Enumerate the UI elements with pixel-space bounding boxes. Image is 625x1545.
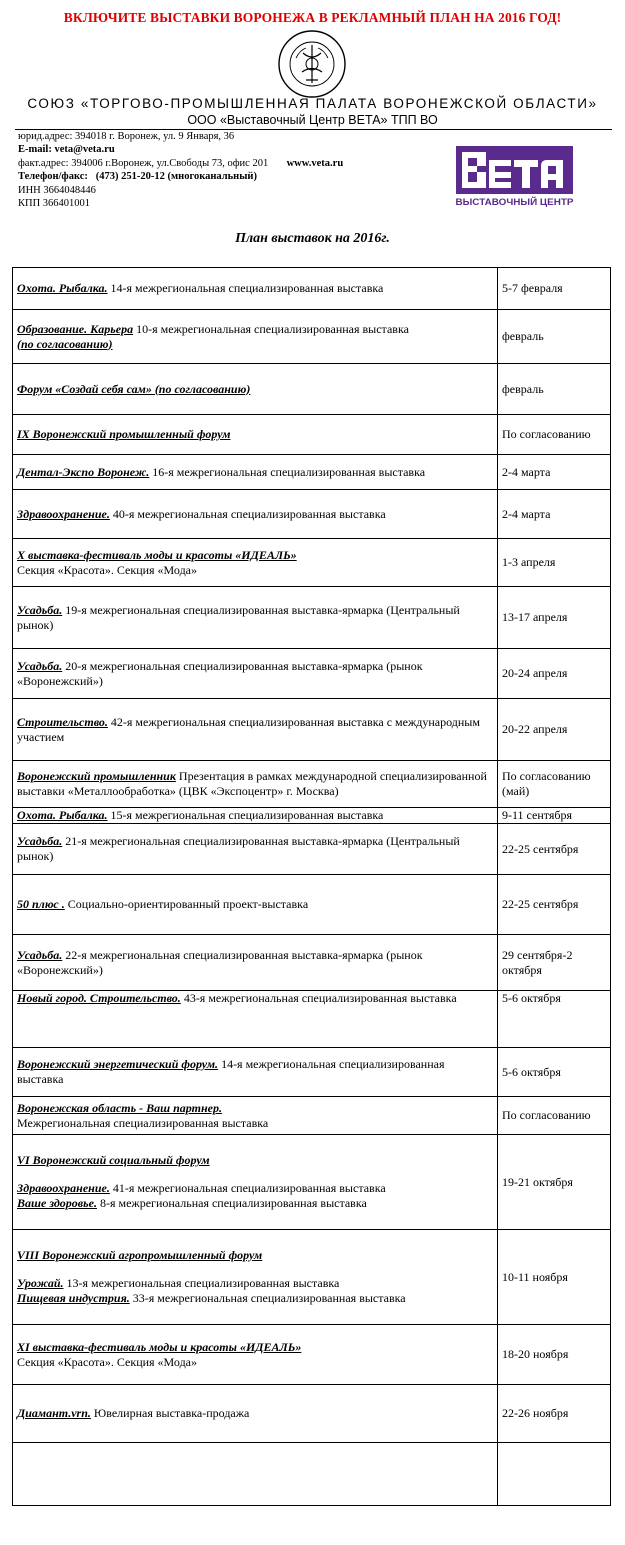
event-name: Охота. Рыбалка. — [17, 281, 108, 295]
table-row — [13, 761, 611, 808]
event-date: 9-11 сентября — [498, 808, 611, 824]
event-date: 20-22 апреля — [498, 699, 611, 761]
phone-line — [18, 170, 438, 183]
sub-event-line — [17, 337, 493, 352]
event-date: февраль — [498, 364, 611, 415]
sub-event-description: Секция «Красота». Секция «Мода» — [17, 562, 198, 577]
event-description: Социально-ориентированный проект-выставка — [64, 897, 309, 911]
table-row — [13, 587, 611, 649]
org-name: СОЮЗ «ТОРГОВО-ПРОМЫШЛЕННАЯ ПАЛАТА ВОРОНЕЖСКОЙ ОБЛАСТИ» — [27, 96, 598, 111]
event-cell — [13, 1048, 498, 1097]
event-cell — [13, 824, 498, 875]
event-cell — [13, 935, 498, 991]
event-cell — [13, 1135, 498, 1230]
event-date: 10-11 ноября — [498, 1230, 611, 1325]
kpp-number: КПП 366401001 — [18, 198, 91, 210]
chamber-seal-icon — [276, 28, 348, 100]
event-cell — [13, 699, 498, 761]
phone-number: (473) 251-20-12 (многоканальный) — [95, 171, 257, 183]
sub-event-line — [17, 1355, 493, 1370]
event-name: Усадьба. — [17, 947, 63, 962]
event-date — [498, 1443, 611, 1506]
sub-event-line — [17, 563, 493, 578]
spacer — [17, 1168, 493, 1181]
event-date: 19-21 октября — [498, 1135, 611, 1230]
fact-address: факт.адрес: 394006 г.Воронеж, ул.Свободы 73, офис 201 — [18, 157, 269, 169]
legal-address: юрид.адрес: 394018 г. Воронеж, ул. 9 Января, 36 — [18, 131, 235, 142]
event-name: X выставка-фестиваль моды и красоты «ИДЕАЛЬ» — [17, 547, 297, 562]
sub-event-name: Урожай. — [17, 1276, 64, 1290]
event-date: 20-24 апреля — [498, 649, 611, 699]
contacts-block — [18, 130, 438, 210]
event-description: 10-я межрегиональная специализированная выставка — [133, 321, 409, 336]
event-date: 2-4 марта — [498, 490, 611, 539]
table-row — [13, 490, 611, 539]
email-line — [18, 143, 438, 156]
table-row — [13, 1230, 611, 1325]
event-cell — [13, 761, 498, 808]
event-name: Воронежский промышленник — [17, 769, 176, 783]
sub-event-description: 33-я межрегиональная специализированная выставка — [129, 1291, 406, 1305]
event-description: Ювелирная выставка-продажа — [90, 1406, 250, 1420]
logo-caption: ВЫСТАВОЧНЫЙ ЦЕНТР — [455, 197, 569, 208]
table-row — [13, 935, 611, 991]
event-description: 21-я межрегиональная специализированная выставка-ярмарка (Центральный рынок) — [17, 834, 460, 863]
event-description: 19-я межрегиональная специализированная выставка-ярмарка (Центральный рынок) — [17, 602, 460, 632]
event-date: февраль — [498, 310, 611, 364]
table-row — [13, 649, 611, 699]
sub-event-line — [17, 1196, 493, 1211]
table-row — [13, 1097, 611, 1135]
event-date: 2-4 марта — [498, 455, 611, 490]
sub-event-description: Межрегиональная специализированная выставка — [17, 1115, 269, 1130]
sub-event-line — [17, 1291, 493, 1306]
veta-logo-icon — [452, 146, 577, 208]
exhibition-plan-table — [12, 267, 611, 1506]
sub-event-name: (по согласованию) — [17, 336, 113, 351]
table-row — [13, 415, 611, 455]
event-name: Новый город. Строительство. — [17, 991, 181, 1005]
table-row — [13, 1048, 611, 1097]
event-cell — [13, 415, 498, 455]
event-description: 40-я межрегиональная специализированная выставка — [109, 506, 386, 521]
event-name: XI выставка-фестиваль моды и красоты «ИДЕАЛЬ» — [17, 1339, 302, 1354]
event-name: Строительство. — [17, 714, 108, 729]
event-cell — [13, 875, 498, 935]
event-cell — [13, 539, 498, 587]
event-description: 22-я межрегиональная специализированная выставка-ярмарка (рынок «Воронежский») — [17, 947, 423, 977]
event-cell — [13, 268, 498, 310]
event-cell — [13, 649, 498, 699]
sub-event-description: 13-я межрегиональная специализированная выставка — [63, 1276, 340, 1290]
event-date: 13-17 апреля — [498, 587, 611, 649]
event-date: 18-20 ноября — [498, 1325, 611, 1385]
promo-banner: ВКЛЮЧИТЕ ВЫСТАВКИ ВОРОНЕЖА В РЕКЛАМНЫЙ ПЛАН НА 2016 ГОД! — [63, 10, 562, 25]
event-name: VI Воронежский социальный форум — [17, 1153, 210, 1167]
table-row — [13, 310, 611, 364]
event-cell — [13, 587, 498, 649]
event-date: 29 сентября-2 октября — [498, 935, 611, 991]
event-cell — [13, 808, 498, 824]
table-row — [13, 268, 611, 310]
event-cell — [13, 1325, 498, 1385]
website-link[interactable]: www.veta.ru — [286, 157, 344, 169]
event-date: 22-25 сентября — [498, 824, 611, 875]
event-description: 14-я межрегиональная специализированная выставка — [17, 1057, 445, 1086]
event-name: 50 плюс . — [17, 897, 65, 911]
table-row — [13, 991, 611, 1048]
event-date: По согласованию (май) — [498, 761, 611, 808]
event-date: 22-25 сентября — [498, 875, 611, 935]
event-cell — [13, 490, 498, 539]
sub-event-description: Секция «Красота». Секция «Мода» — [17, 1354, 198, 1369]
event-date: 5-6 октября — [498, 1048, 611, 1097]
event-name: Здравоохранение. — [17, 506, 110, 521]
event-description: 43-я межрегиональная специализированная выставка — [180, 991, 457, 1005]
table-row — [13, 808, 611, 824]
table-row — [13, 455, 611, 490]
table-row — [13, 1385, 611, 1443]
table-row — [13, 875, 611, 935]
inn-number: ИНН 3664048446 — [18, 184, 96, 196]
event-description: 15-я межрегиональная специализированная выставка — [107, 808, 384, 822]
sub-event-line — [17, 1181, 493, 1196]
event-cell — [13, 1097, 498, 1135]
event-description: Презентация в рамках международной специализированной выставки «Металлообработка» (ЦВК «Экспоцентр» г. Москва) — [17, 769, 487, 798]
event-name: Дентал-Экспо Воронеж. — [17, 464, 150, 479]
event-cell — [13, 310, 498, 364]
event-description: 42-я межрегиональная специализированная выставка с международным участием — [17, 714, 480, 744]
event-cell — [13, 991, 498, 1048]
event-description: 14-я межрегиональная специализированная выставка — [107, 281, 384, 295]
event-name: Диамант.vrn. — [17, 1406, 91, 1420]
table-row — [13, 699, 611, 761]
event-name: Образование. Карьера — [17, 321, 134, 336]
event-cell — [13, 1385, 498, 1443]
event-cell — [13, 1443, 498, 1506]
sub-event-description: 8-я межрегиональная специализированная выставка — [96, 1196, 367, 1210]
sub-event-line — [17, 1276, 493, 1291]
fact-address-line — [18, 157, 438, 170]
email-label: E-mail: — [18, 144, 52, 156]
event-name: Усадьба. — [17, 602, 63, 617]
event-date: По согласованию — [498, 1097, 611, 1135]
table-row — [13, 364, 611, 415]
sub-event-name: Здравоохранение. — [17, 1181, 110, 1195]
table-row — [13, 1325, 611, 1385]
event-cell — [13, 455, 498, 490]
sub-event-name: Пищевая индустрия. — [17, 1291, 130, 1305]
event-cell — [13, 1230, 498, 1325]
table-row — [13, 539, 611, 587]
table-row — [13, 1443, 611, 1506]
sub-event-line — [17, 1116, 493, 1131]
event-description: 20-я межрегиональная специализированная выставка-ярмарка (рынок «Воронежский») — [17, 658, 423, 688]
sub-event-name: Ваше здоровье. — [17, 1196, 97, 1210]
sub-event-description: 41-я межрегиональная специализированная выставка — [109, 1181, 386, 1195]
event-cell — [13, 364, 498, 415]
table-row — [13, 824, 611, 875]
event-description: 16-я межрегиональная специализированная выставка — [149, 464, 426, 479]
event-name: Воронежский энергетический форум. — [17, 1057, 219, 1071]
sub-org-name: ООО «Выставочный Центр ВЕТА» ТПП ВО — [187, 113, 438, 127]
email-link[interactable]: veta@veta.ru — [54, 144, 115, 156]
event-name: Форум «Создай себя сам» (по согласованию) — [17, 381, 251, 396]
event-date: 22-26 ноября — [498, 1385, 611, 1443]
plan-title: План выставок на 2016г. — [235, 231, 390, 246]
event-name: Усадьба. — [17, 834, 63, 848]
event-date: 5-7 февраля — [498, 268, 611, 310]
event-name: Усадьба. — [17, 658, 63, 673]
phone-label: Телефон/факс: — [18, 171, 88, 183]
event-name: IX Воронежский промышленный форум — [17, 427, 231, 441]
event-name: Охота. Рыбалка. — [17, 808, 108, 822]
event-date: По согласованию — [498, 415, 611, 455]
event-name: Воронежская область - Ваш партнер. — [17, 1100, 222, 1115]
table-row — [13, 1135, 611, 1230]
event-date: 1-3 апреля — [498, 539, 611, 587]
event-name: VIII Воронежский агропромышленный форум — [17, 1248, 263, 1262]
spacer — [17, 1263, 493, 1276]
event-date: 5-6 октября — [498, 991, 611, 1048]
